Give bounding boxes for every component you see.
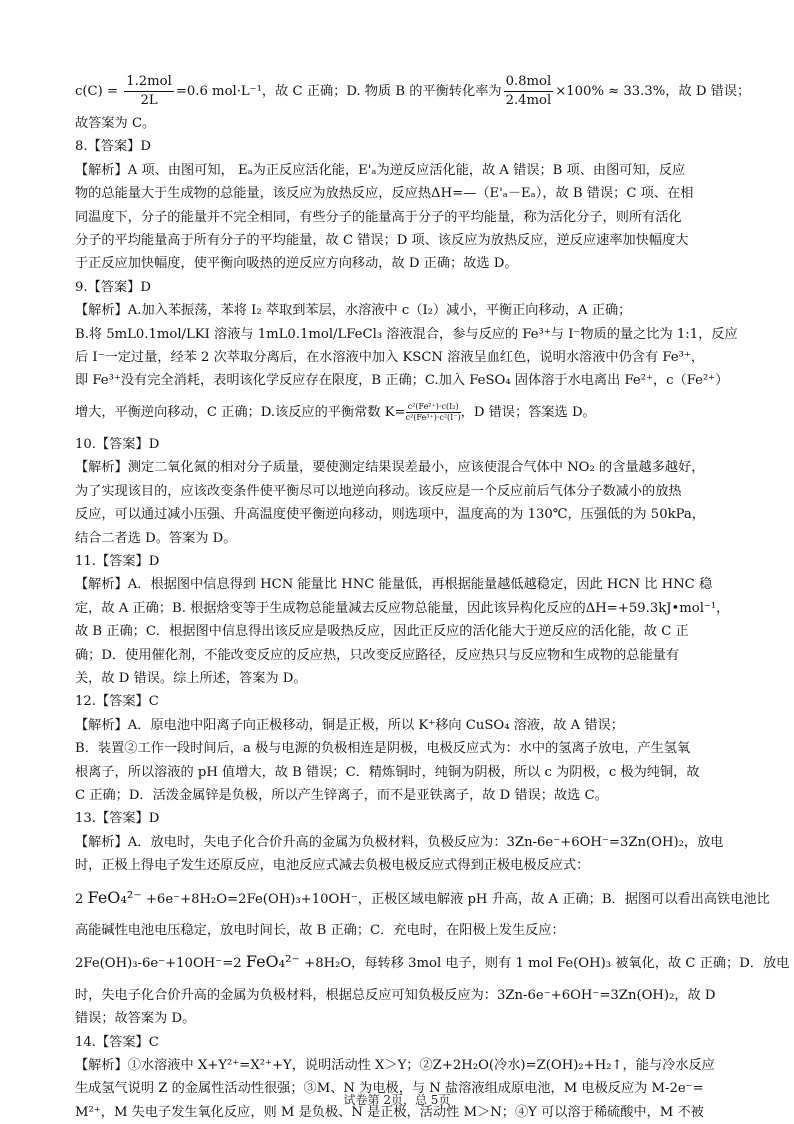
denominator: 2L [140, 93, 158, 108]
q12-line: 【解析】A．原电池中阳离子向正极移动，铜是正极，所以 K⁺移向 CuSO₄ 溶液，故 A 错误； [75, 717, 624, 733]
q9-answer: 9.【答案】D [75, 279, 151, 295]
q9-k-line [75, 393, 725, 433]
q14-answer: 14.【答案】C [75, 1034, 159, 1050]
numerator: c²(Fe²⁺)·c(I₂) [406, 402, 461, 413]
text: 2Fe(OH)₃-6e⁻+10OH⁻=2 [75, 956, 246, 972]
q11-line: 【解析】A．根据图中信息得到 HCN 能量比 HNC 能量低，再根据能量越低越稳定，因此 HCN 比 HNC 稳 [75, 577, 713, 593]
text: 2 [75, 891, 88, 907]
q10-line: 【解析】测定二氧化氮的相对分子质量，要使测定结果误差最小，应该使混合气体中 NO₂ 的含量越多越好， [75, 460, 705, 476]
q13-line: 高能碱性电池电压稳定，放电时间长，故 B 正确；C．充电时，在阳极上发生反应： [75, 923, 565, 938]
q8-line: 【解析】A 项、由图可知， Eₐ为正反应活化能，E'ₐ为逆反应活化能，故 A 错误；B 项、由图可知，反应 [75, 162, 686, 178]
page-footer: 试卷第 2页，总 5页 [343, 1093, 451, 1107]
document-body [75, 72, 790, 1124]
q8-line: 分子的平均能量高于所有分子的平均能量，故 C 错误；D 项、该反应为放热反应，逆反应速率加快幅度大 [75, 233, 689, 249]
equilibrium-constant-fraction [406, 402, 461, 423]
q11-line: 故 B 正确；C．根据图中信息得出该反应是吸热反应，因此正反应的活化能大于逆反应的活化能，故 C 正 [75, 624, 689, 640]
spacer [75, 942, 725, 950]
q11-line: 定，故 A 正确；B. 根据焓变等于生成物总能量减去反应物总能量，因此该异构化反应的ΔH=+59.3kJ•mol⁻¹， [75, 600, 730, 616]
q12-line: 根离子，所以溶液的 pH 值增大，故 B 错误；C．精炼铜时，纯铜为阴极，所以 c 为阴极，c 极为纯铜，故 [75, 764, 700, 780]
q14-line: M²⁺，M 失电子发生氧化反应，则 M 是负极、N 是正极，活动性 M＞N；④Y 可以溶于稀硫酸中，M 不被 [75, 1104, 704, 1120]
top-conclusion: 故答案为 C。 [75, 116, 156, 131]
q10-answer: 10.【答案】D [75, 436, 160, 452]
text: ，D 错误；答案选 D。 [460, 404, 596, 420]
q10-line: 结合二者选 D。答案为 D。 [75, 530, 237, 546]
q9-line: 【解析】A.加入苯振荡，苯将 I₂ 萃取到苯层，水溶液中 c（I₂）减小，平衡正向移动，A 正确； [75, 303, 632, 319]
text: ×100% ≈ 33.3%，故 D 错误； [555, 84, 751, 99]
q13-line: 错误；故答案为 D。 [75, 1011, 196, 1027]
q13-line: 时，正极上得电子发生还原反应，电池反应式减去负极电极反应式得到正极电极反应式： [75, 858, 590, 874]
q12-line: C 正确；D．活泼金属锌是负极，所以产生锌离子，而不是亚铁离子，故 D 错误；故选 C。 [75, 787, 608, 803]
spacer [75, 911, 725, 919]
q13-line: 【解析】A．放电时，失电子化合价升高的金属为负极材料，负极反应为：3Zn-6e⁻+6OH⁻=3Zn(OH)₂，放电 [75, 834, 724, 850]
top-equation-line [75, 72, 751, 112]
text: =0.6 mol·L⁻¹，故 C 正确；D. 物质 B 的平衡转化率为 [175, 84, 502, 99]
ferrate-ion: FeO₄²⁻ [245, 952, 300, 972]
q8-line: 物的总能量大于生成物的总能量，该反应为放热反应，反应热ΔH=—（E'ₐ－Eₐ），故 B 错误；C 项、在相 [75, 186, 694, 202]
q13-equation-1 [75, 886, 770, 911]
text: 增大，平衡逆向移动，C 正确；D.该反应的平衡常数 K= [75, 404, 406, 420]
q11-line: 确；D．使用催化剂，不能改变反应的反应热，只改变反应路径，反应热只与反应物和生成物的总能量有 [75, 647, 680, 663]
q10-line: 为了实现该目的，应该改变条件使平衡尽可以地逆向移动。该反应是一个反应前后气体分子数减小的放热 [75, 483, 682, 499]
q9-line: 后 I⁻一定过量，经苯 2 次萃取分离后，在水溶液中加入 KSCN 溶液呈血红色，说明水溶液中仍含有 Fe³⁺， [75, 350, 705, 366]
numerator: 0.8mol [504, 73, 554, 92]
spacer [75, 976, 725, 984]
q12-answer: 12.【答案】C [75, 694, 159, 710]
fraction [124, 73, 174, 110]
denominator: 2.4mol [505, 93, 552, 108]
q13-answer: 13.【答案】D [75, 811, 160, 827]
text: +6e⁻+8H₂O=2Fe(OH)₃+10OH⁻，正极区域电解液 pH 升高，故 A 正确；B．据图可以看出高铁电池比 [141, 891, 770, 907]
q8-line: 于正反应加快幅度，使平衡向吸热的逆反应方向移动，故 D 正确；故选 D。 [75, 256, 518, 272]
text: +8H₂O，每转移 3mol 电子，则有 1 mol Fe(OH)₃ 被氧化，故 C 正确；D．放电 [299, 956, 790, 972]
q13-equation-2 [75, 950, 790, 975]
ferrate-ion: FeO₄²⁻ [87, 887, 142, 907]
q10-line: 反应，可以通过减小压强、升高温度使平衡逆向移动，则选项中，温度高的为 130℃，压强低的为 50kPa， [75, 507, 705, 523]
q11-line: 关，故 D 错误。综上所述，答案为 D。 [75, 670, 307, 686]
q14-line: 生成氢气说明 Z 的金属性活动性很强；③M、N 为电极，与 N 盐溶液组成原电池，M 电极反应为 M-2e⁻= [75, 1081, 704, 1097]
q14-line: 【解析】①水溶液中 X+Y²⁺=X²⁺+Y，说明活动性 X＞Y；②Z+2H₂O(冷水)=Z(OH)₂+H₂↑，能与冷水反应 [75, 1058, 715, 1074]
q9-line: 即 Fe³⁺没有完全消耗，表明该化学反应存在限度，B 正确；C.加入 FeSO₄ 固体溶于水电离出 Fe²⁺，c（Fe²⁺） [75, 373, 729, 389]
fraction [504, 73, 554, 110]
q8-answer: 8.【答案】D [75, 139, 151, 155]
text: c(C) = [75, 84, 123, 99]
spacer [75, 878, 725, 886]
q8-line: 同温度下，分子的能量并不完全相同，有些分子的能量高于分子的平均能量，称为活化分子，则所有活化 [75, 209, 682, 225]
q12-line: B．装置②工作一段时间后，a 极与电源的负极相连是阴极，电极反应式为：水中的氢离子放电，产生氢氧 [75, 741, 691, 757]
q13-line: 时，失电子化合价升高的金属为负极材料，根据总反应可知负极反应为：3Zn-6e⁻+6OH⁻=3Zn(OH)₂，故 D [75, 987, 716, 1003]
numerator: 1.2mol [124, 73, 174, 92]
q9-line: B.将 5mL0.1mol/LKI 溶液与 1mL0.1mol/LFeCl₃ 溶液混合，参与反应的 Fe³⁺与 I⁻物质的量之比为 1:1，反应 [75, 326, 738, 342]
q11-answer: 11.【答案】D [75, 553, 160, 569]
denominator: c²(Fe³⁺)·c²(I⁻) [405, 412, 461, 422]
